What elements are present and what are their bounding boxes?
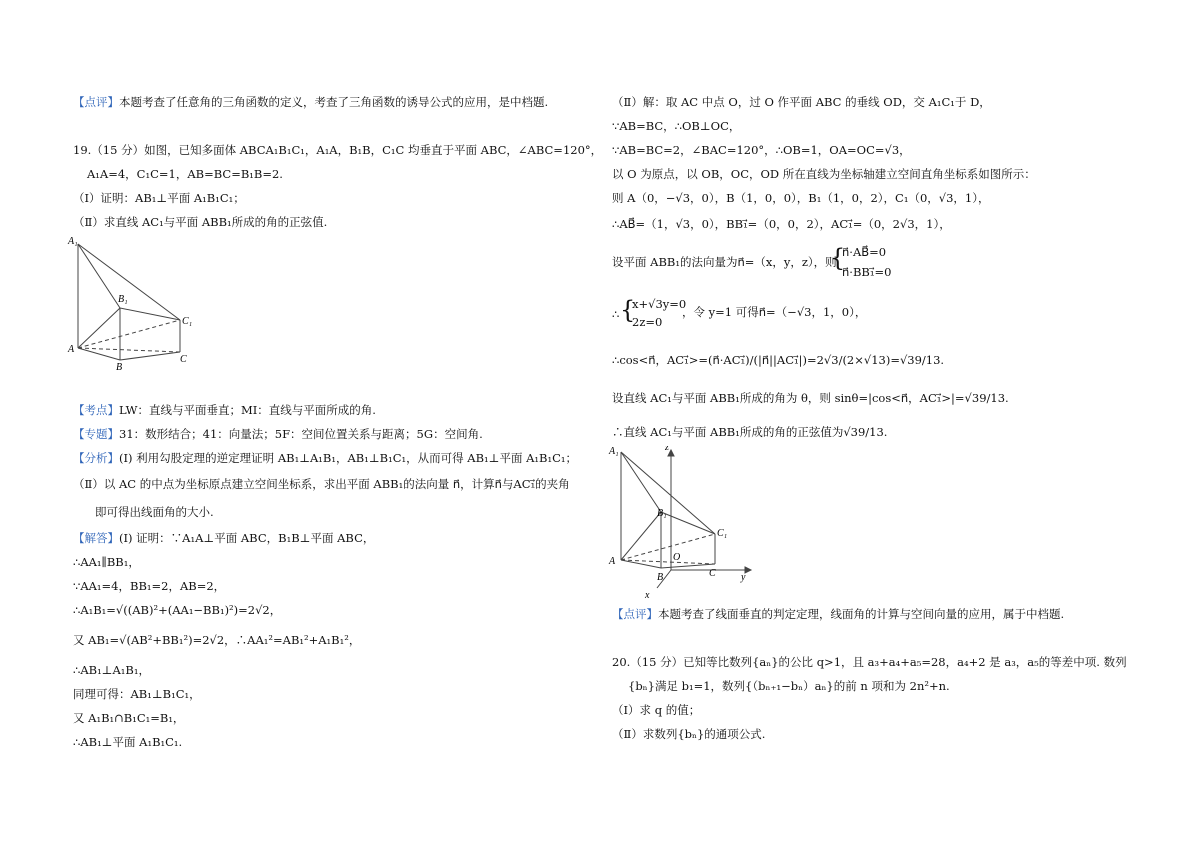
system2-eq2: 2z=0 (632, 315, 663, 329)
fig2-label-o: O (673, 552, 681, 563)
fenxi-paragraph (73, 450, 577, 466)
step-8: ∴AB₁⊥平面 A₁B₁C₁. (73, 735, 183, 749)
fig2-label-c1: C₁ (717, 528, 728, 539)
comment-text-2: 本题考查了线面垂直的判定定理，线面角的计算与空间向量的应用，属于中档题. (658, 607, 1065, 621)
q20-part2: （Ⅱ）求数列{bₙ}的通项公式. (612, 727, 766, 741)
q20-part1: （Ⅰ）求 q 的值； (612, 703, 701, 717)
comment-paragraph (73, 94, 548, 110)
fenxi-text-3: 即可得出线面角的大小. (95, 505, 214, 519)
step-7: 又 A₁B₁∩B₁C₁=B₁， (73, 711, 185, 725)
jieda-text: (Ⅰ) 证明：∵A₁A⊥平面 ABC，B₁B⊥平面 ABC， (119, 531, 375, 545)
step-2: ∵AA₁=4，BB₁=2，AB=2， (73, 579, 226, 593)
figure-polyhedron-2 (605, 446, 765, 602)
solution-line-6: ∴AB⃗=（1，√3，0），BB₁⃗=（0，0，2），AC₁⃗=（0，2√3，1）， (612, 217, 951, 231)
fig1-label-b: B (116, 362, 123, 372)
fig2-label-a1: A₁ (609, 446, 619, 457)
q19-given: A₁A=4，C₁C=1，AB=BC=B₁B=2. (87, 167, 283, 181)
zhuanti-tag: 【专题】 (73, 427, 119, 441)
system1-eq2: n⃗·BB₁⃗=0 (842, 265, 892, 279)
solution-line-5: 则 A（0，−√3，0），B（1，0，0），B₁（1，0，2），C₁（0，√3，1）， (612, 191, 990, 205)
step-1: ∴AA₁∥BB₁， (73, 555, 140, 569)
cos-calculation: ∴cos<n⃗，AC₁⃗>=(n⃗·AC₁⃗)/(|n⃗||AC₁⃗|)=2√3/(2×√13)=√39/13. (612, 353, 945, 367)
fig2-label-b1: B₁ (657, 508, 667, 519)
q19-statement: 19.（15 分）如图，已知多面体 ABCA₁B₁C₁，A₁A，B₁B，C₁C 均垂直于平面 ABC，∠ABC=120°， (73, 143, 603, 157)
solution-line-3: ∵AB=BC=2，∠BAC=120°，∴OB=1，OA=OC=√3， (612, 143, 911, 157)
step-3: ∴A₁B₁=√((AB)²+(AA₁−BB₁)²)=2√2， (73, 603, 282, 617)
system2-eq1: x+√3y=0 (632, 297, 687, 311)
q19-part2: （Ⅱ）求直线 AC₁与平面 ABB₁所成的角的正弦值. (73, 215, 328, 229)
answer-line: ∴直线 AC₁与平面 ABB₁所成的角的正弦值为√39/13. (612, 425, 888, 439)
normal-vector-result: ，令 y=1 可得n⃗=（−√3，1，0）， (682, 305, 867, 319)
fig1-label-b1: B₁ (118, 294, 128, 305)
comment-tag: 【点评】 (73, 95, 119, 109)
fenxi-tag: 【分析】 (73, 451, 119, 465)
step-4: 又 AB₁=√(AB²+BB₁²)=2√2，∴AA₁²=AB₁²+A₁B₁²， (73, 633, 361, 647)
fig1-label-c: C (180, 354, 187, 365)
sin-theta-line: 设直线 AC₁与平面 ABB₁所成的角为 θ，则 sinθ=|cos<n⃗，AC₁⃗>|=√39/13. (612, 391, 1009, 405)
kaodian-paragraph (73, 402, 376, 418)
q20-statement: 20.（15 分）已知等比数列{aₙ}的公比 q>1，且 a₃+a₄+a₅=28，a₄+2 是 a₃，a₅的等差中项. 数列 (612, 655, 1127, 669)
fig2-label-c: C (709, 568, 716, 579)
q19-part1: （Ⅰ）证明：AB₁⊥平面 A₁B₁C₁； (73, 191, 245, 205)
step-6: 同理可得：AB₁⊥B₁C₁， (73, 687, 201, 701)
q20-given: {bₙ}满足 b₁=1，数列{（bₙ₊₁−bₙ）aₙ}的前 n 项和为 2n²+n. (628, 679, 950, 693)
comment-text: 本题考查了任意角的三角函数的定义，考查了三角函数的诱导公式的应用，是中档题. (119, 95, 549, 109)
kaodian-tag: 【考点】 (73, 403, 119, 417)
solution-line-2: ∵AB=BC，∴OB⊥OC， (612, 119, 741, 133)
fenxi-text-1: (Ⅰ) 利用勾股定理的逆定理证明 AB₁⊥A₁B₁，AB₁⊥B₁C₁，从而可得 AB₁⊥平面 A₁B₁C₁； (119, 451, 578, 465)
fig2-label-y: y (741, 572, 746, 583)
system-brace-1: { (830, 244, 846, 272)
fig2-label-z: z (665, 446, 669, 453)
solution-line-4: 以 O 为原点，以 OB，OC，OD 所在直线为坐标轴建立空间直角坐标系如图所示： (612, 167, 1036, 181)
fig1-label-a: A (68, 344, 75, 355)
zhuanti-paragraph (73, 426, 483, 442)
jieda-paragraph (73, 530, 374, 546)
figure-polyhedron-1 (66, 232, 206, 372)
step-5: ∴AB₁⊥A₁B₁， (73, 663, 150, 677)
solution-part2-intro: （Ⅱ）解：取 AC 中点 O，过 O 作平面 ABC 的垂线 OD，交 A₁C₁于 D， (612, 95, 991, 109)
fenxi-text-2: （Ⅱ）以 AC 的中点为坐标原点建立空间坐标系，求出平面 ABB₁的法向量 n⃗，计算n⃗与AC₁⃗的夹角 (73, 477, 570, 491)
fig1-label-c1: C₁ (182, 316, 193, 327)
normal-vector-setup: 设平面 ABB₁的法向量为n⃗=（x，y，z），则 (612, 255, 837, 269)
fig2-label-a: A (609, 556, 616, 567)
fig1-label-a1: A₁ (68, 236, 78, 247)
fig2-label-b: B (657, 572, 664, 583)
system-brace-2: { (620, 296, 636, 324)
comment-tag-2: 【点评】 (612, 607, 658, 621)
comment-paragraph-2 (612, 606, 1064, 622)
system1-eq1: n⃗·AB⃗=0 (842, 245, 887, 259)
kaodian-text: LW：直线与平面垂直；MI：直线与平面所成的角. (119, 403, 376, 417)
jieda-tag: 【解答】 (73, 531, 119, 545)
fig2-label-x: x (645, 590, 650, 601)
zhuanti-text: 31：数形结合；41：向量法；5F：空间位置关系与距离；5G：空间角. (119, 427, 483, 441)
therefore-symbol: ∴ (612, 307, 620, 321)
